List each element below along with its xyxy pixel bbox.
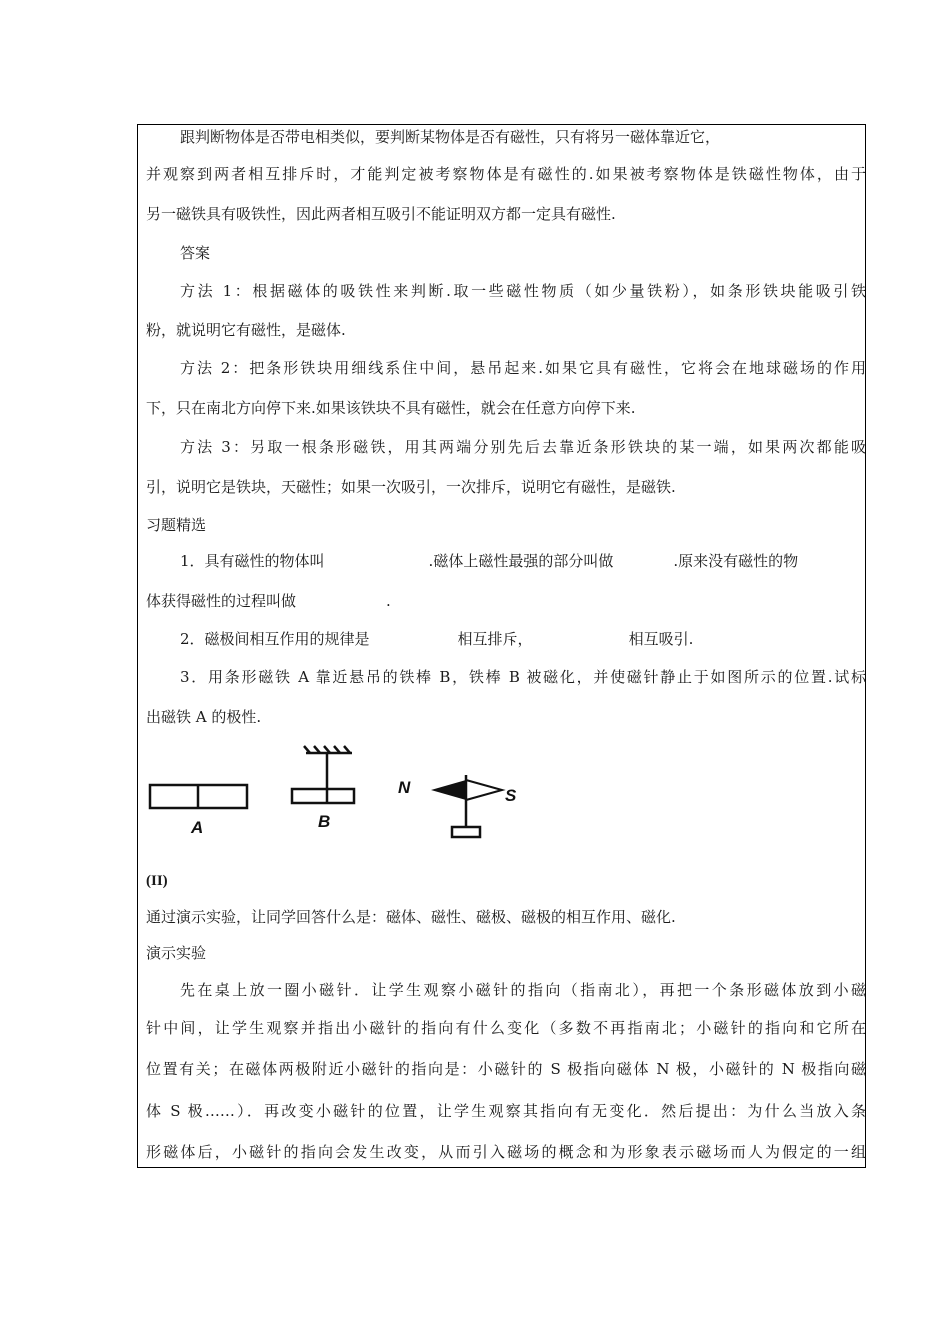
method-3-line: 方法 3：另取一根条形磁铁，用其两端分别先后去靠近条形铁块的某一端，如果两次都能吸 <box>180 438 866 456</box>
question-3-line: 出磁铁 A 的极性. <box>146 708 262 726</box>
answer-heading: 答案 <box>180 244 211 262</box>
q2-text-b: 相互排斥， <box>457 630 533 648</box>
method-3-line: 引，说明它是铁块，天磁性；如果一次吸引，一次排斥，说明它有磁性，是磁铁. <box>146 478 676 496</box>
demo-paragraph-line: 形磁体后，小磁针的指向会发生改变，从而引入磁场的概念和为形象表示磁场而人为假定的一组 <box>146 1143 866 1161</box>
q1-text-b: .磁体上磁性最强的部分叫做 <box>428 552 614 570</box>
method-2-line: 方法 2：把条形铁块用细线系住中间，悬吊起来.如果它具有磁性，它将会在地球磁场的作用 <box>180 359 866 377</box>
question-1-line <box>180 550 866 572</box>
label-b: B <box>318 812 331 831</box>
demo-paragraph-line: 位置有关；在磁体两极附近小磁针的指向是：小磁针的 S 极指向磁体 N 极，小磁针的 N 极指向磁 <box>146 1060 866 1078</box>
q2-text-a: 2．磁极间相互作用的规律是 <box>180 630 370 648</box>
compass-needle <box>431 775 502 837</box>
bar-magnet-a <box>150 785 247 808</box>
question-2-line <box>180 628 866 650</box>
text-line: 并观察到两者相互排斥时，才能判定被考察物体是有磁性的.如果被考察物体是铁磁性物体，由于 <box>146 165 866 183</box>
text-line: 另一磁铁具有吸铁性，因此两者相互吸引不能证明双方都一定具有磁性. <box>146 205 616 223</box>
label-s: S <box>505 786 517 805</box>
method-2-line: 下，只在南北方向停下来.如果该铁块不具有磁性，就会在任意方向停下来. <box>146 399 636 417</box>
q1-text-d: 体获得磁性的过程叫做 <box>146 592 297 610</box>
demo-paragraph-line: 针中间，让学生观察并指出小磁针的指向有什么变化（多数不再指南北；小磁针的指向和它所在 <box>146 1019 866 1037</box>
demo-paragraph-line: 体 S 极……）．再改变小磁针的位置，让学生观察其指向有无变化．然后提出：为什么当放入条 <box>146 1102 866 1120</box>
exercises-heading: 习题精选 <box>146 516 207 534</box>
q1-text-c: .原来没有磁性的物 <box>673 552 799 570</box>
q1-text-a: 1．具有磁性的物体叫 <box>180 552 325 570</box>
question-1-line <box>146 590 866 612</box>
section-intro: 通过演示实验，让同学回答什么是：磁体、磁性、磁极、磁极的相互作用、磁化. <box>146 908 676 926</box>
magnet-figure <box>146 745 526 845</box>
label-a: A <box>191 818 204 837</box>
suspended-rod-b <box>292 746 354 803</box>
demo-paragraph-line: 先在桌上放一圈小磁针．让学生观察小磁针的指向（指南北），再把一个条形磁体放到小磁 <box>180 981 866 999</box>
method-1-line: 粉，就说明它有磁性，是磁体. <box>146 321 346 339</box>
question-3-line: 3．用条形磁铁 A 靠近悬吊的铁棒 B，铁棒 B 被磁化，并使磁针静止于如图所示的位置.试标 <box>180 668 866 686</box>
q1-text-e: . <box>386 592 391 610</box>
section-heading: (II) <box>146 873 168 889</box>
text-line: 跟判断物体是否带电相类似，要判断某物体是否有磁性，只有将另一磁体靠近它， <box>180 128 721 146</box>
label-n: N <box>398 778 411 797</box>
demo-heading: 演示实验 <box>146 944 207 962</box>
method-1-line: 方法 1：根据磁体的吸铁性来判断.取一些磁性物质（如少量铁粉），如条形铁块能吸引铁 <box>180 282 866 300</box>
q2-text-c: 相互吸引. <box>628 630 694 648</box>
